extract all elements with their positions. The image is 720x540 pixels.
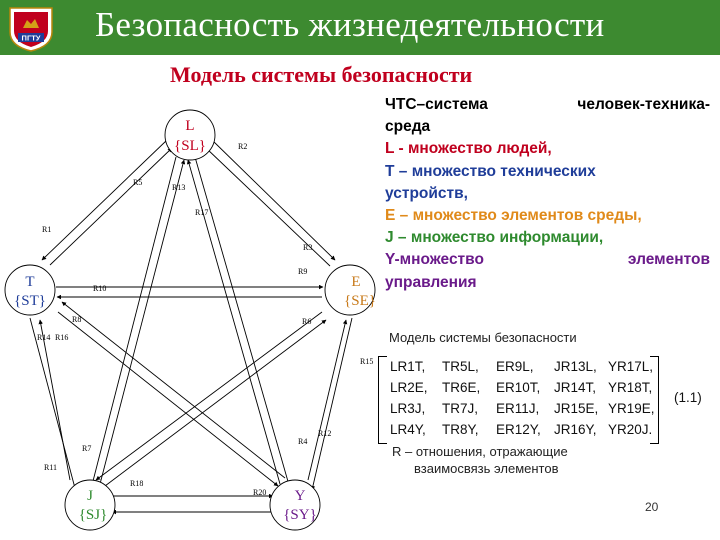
- header-title: Безопасность жизнедеятельности: [95, 5, 605, 44]
- rel-label: R10: [93, 284, 107, 293]
- rel-label: R11: [44, 463, 58, 472]
- equation-number: (1.1): [674, 390, 702, 405]
- desc-line-1: ЧТС–система человек-техника-: [385, 96, 710, 113]
- rel-label: R18: [130, 479, 144, 488]
- desc-T-definition-cont: устройств,: [385, 184, 468, 202]
- university-logo: [6, 4, 56, 52]
- system-model-diagram: [0, 90, 380, 540]
- node-E-set: {SE}: [344, 293, 376, 309]
- slide-subtitle: Модель системы безопасности: [170, 62, 473, 87]
- rel-label: R16: [55, 333, 69, 342]
- rel-label: R4: [298, 437, 308, 446]
- node-Y-label: Y: [294, 488, 306, 504]
- node-Y-set: {SY}: [283, 507, 317, 523]
- rel-label: R9: [298, 267, 308, 276]
- node-L-set: {SL}: [174, 138, 206, 154]
- rel-label: R8: [72, 315, 82, 324]
- relation-note: R – отношения, отражающие взаимосвязь элементов: [392, 444, 568, 476]
- node-J-label: J: [87, 488, 93, 504]
- node-T-label: T: [25, 274, 35, 290]
- relation-column-Y: YR17L, YR18T, YR19E, YR20J.: [608, 359, 655, 437]
- relation-column-L: LR1T, LR2E, LR3J, LR4Y,: [390, 359, 428, 437]
- node-E-label: E: [351, 274, 361, 290]
- node-J-set: {SJ}: [78, 507, 108, 523]
- desc-Y-definition-cont: управления: [385, 273, 477, 291]
- rel-label: R20: [253, 488, 267, 497]
- svg-text:ПГТУ: ПГТУ: [21, 33, 41, 43]
- relation-column-T: TR5L, TR6E, TR7J, TR8Y,: [442, 359, 481, 437]
- relation-column-E: ER9L, ER10T, ER11J, ER12Y,: [496, 359, 541, 437]
- rel-label: R15: [360, 357, 374, 366]
- desc-Y-definition: Y-множество элементов: [385, 251, 710, 269]
- rel-label: R17: [195, 208, 209, 217]
- right-bracket: [650, 356, 659, 444]
- left-bracket: [378, 356, 387, 444]
- rel-label: R3: [303, 243, 313, 252]
- model-caption: Модель системы безопасности: [389, 330, 577, 345]
- system-description: [385, 94, 710, 294]
- desc-line-2: среда: [385, 118, 431, 136]
- rel-label: R1: [42, 225, 52, 234]
- relation-column-J: JR13L, JR14T, JR15E, JR16Y,: [554, 359, 599, 437]
- slide-number: 20: [645, 500, 659, 514]
- node-T-set: {ST}: [14, 293, 46, 309]
- rel-label: R14: [37, 333, 51, 342]
- rel-label: R5: [133, 178, 143, 187]
- desc-T-definition: Т – множество технических: [385, 162, 596, 180]
- rel-label: R6: [302, 317, 312, 326]
- rel-label: R12: [318, 429, 332, 438]
- relation-matrix: [378, 356, 708, 442]
- rel-label: R13: [172, 183, 186, 192]
- desc-L-definition: L - множество людей,: [385, 140, 552, 158]
- node-L-label: L: [185, 118, 195, 134]
- desc-J-definition: J – множество информации,: [385, 229, 604, 247]
- desc-E-definition: Е – множество элементов среды,: [385, 207, 642, 225]
- rel-label: R2: [238, 142, 248, 151]
- header-bar: [0, 0, 720, 55]
- rel-label: R7: [82, 444, 92, 453]
